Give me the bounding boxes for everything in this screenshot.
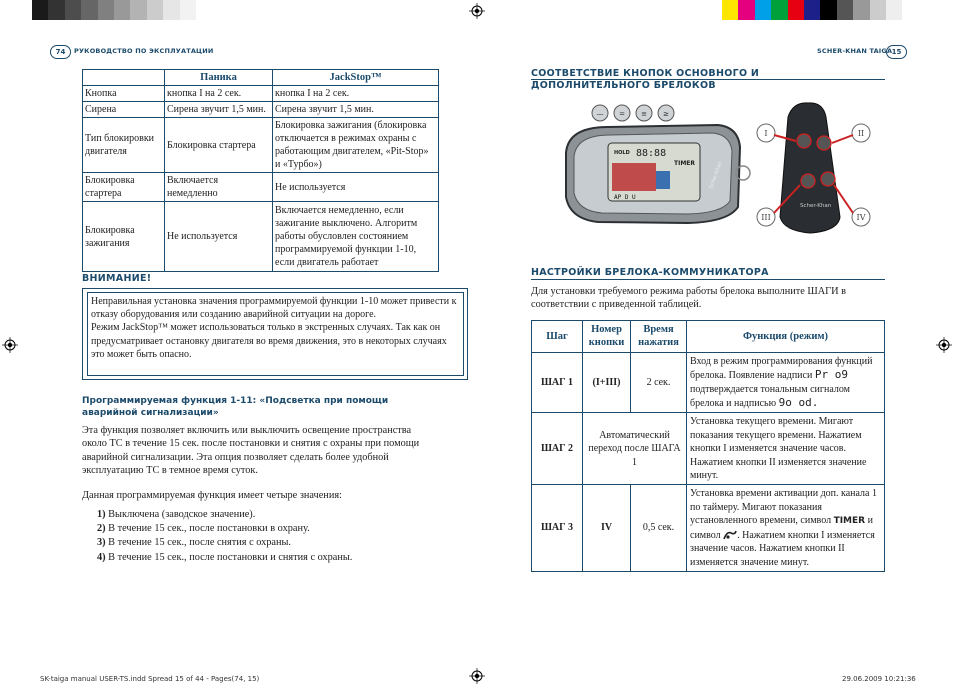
warning-box [82,288,468,380]
color-swatch [722,0,738,20]
warning-paragraph: Режим JackStop™ может использоваться только в экстренных случаях. Так как он предусматривает остановку двигателя во время движения, это в некоторых случаях это может быть опасно. [91,322,447,360]
timer-symbol-icon [723,530,737,540]
color-swatch [65,0,81,20]
aux-fob [780,103,840,233]
svg-text:II: II [857,129,865,138]
table-cell: Блокировка стартера [83,173,165,202]
table-header-time: Время нажатия [631,321,687,353]
svg-text:IV: IV [856,213,866,222]
color-swatch [48,0,64,20]
table-cell: Блокировка зажигания (блокировка отключается в режимах охраны с работающим двигателем, «Pit-Stop» и «Турбо») [273,118,439,173]
color-swatch [755,0,771,20]
table-cell: Сирена звучит 1,5 мин. [165,102,273,118]
table-cell: Не используется [273,173,439,202]
section1-rule [531,79,885,80]
color-swatch [98,0,114,20]
function-cell: Вход в режим программирования функций брелока. Появление надписи Pr o9 подтверждается тональным сигналом брелока и надписью 9o od. [687,352,885,413]
function-text: Эта функция позволяет включить или выключить освещение пространства около ТС в течение 15 сек. после постановки и снятия с охраны при помощи аварийной сигнализации. Эта опция позволяет сделать более удобной эксплуатацию ТС в темное время суток. [82,425,420,476]
svg-text:—: — [596,110,604,118]
table-cell: Включается немедленно, если зажигание выключено. Алгоритм работы обусловлен состоянием программируемой функции 1-10, если двигатель работает [273,202,439,272]
table-row [83,118,439,173]
step-cell: ШАГ 3 [532,485,583,571]
steps-table [531,320,885,572]
table-row [83,202,439,272]
color-swatch [804,0,820,20]
svg-text:III: III [761,213,771,222]
svg-text:TIMER: TIMER [674,160,696,167]
list-item: 2) В течение 15 сек., после постановки в охрану. [97,523,310,535]
table-cell: Тип блокировки двигателя [83,118,165,173]
footer-left: SK-taiga manual USER-TS.indd Spread 15 of 44 - Pages(74, 15) [40,675,260,683]
function-title: Программируемая функция 1-11: «Подсветка при помощи аварийной сигнализации» [82,396,389,418]
step-cell: ШАГ 1 [532,352,583,413]
table-header-function: Функция (режим) [687,321,885,353]
registration-mark-bottom [469,668,485,684]
values-list [97,508,437,565]
color-swatch [738,0,754,20]
color-swatch [32,0,48,20]
svg-text:I: I [764,129,768,138]
button-cell: Автоматический переход после ШАГА 1 [583,413,687,485]
main-fob-top-buttons [592,105,674,121]
table-cell: Блокировка стартера [165,118,273,173]
color-swatch [163,0,179,20]
right-header: SCHER-KHAN TAIGA [817,47,893,55]
time-cell: 0,5 сек. [631,485,687,571]
svg-text:≡: ≡ [641,110,647,118]
footer-right: 29.06.2009 10:21:36 [842,675,916,683]
section2-title: НАСТРОЙКИ БРЕЛОКА-КОММУНИКАТОРА [531,267,769,278]
registration-mark-top [469,3,485,19]
table-row [83,86,439,102]
svg-text:=: = [619,110,625,118]
color-swatch [820,0,836,20]
keyfob-figure [548,97,888,242]
table-cell: Не используется [165,202,273,272]
left-header: РУКОВОДСТВО ПО ЭКСПЛУАТАЦИИ [74,47,214,55]
button-cell: (I+III) [583,352,631,413]
section2-rule [531,279,885,280]
table-header-jackstop: JackStop™ [273,70,439,86]
color-swatch [180,0,196,20]
svg-text:AP D U: AP D U [614,194,636,201]
color-swatch [886,0,902,20]
registration-mark-left [2,337,18,353]
section2-intro: Для установки требуемого режима работы брелока выполните ШАГИ в соответствии с приведенной таблицей. [531,286,847,311]
table-row [532,352,885,413]
color-swatch [81,0,97,20]
svg-text:≥: ≥ [663,110,669,118]
table-row [83,102,439,118]
table-header-panic: Паника [165,70,273,86]
table-header-empty [83,70,165,86]
warning-title: ВНИМАНИЕ! [82,273,152,284]
values-intro: Данная программируемая функция имеет четыре значения: [82,490,342,501]
list-item: 3) В течение 15 сек., после снятия с охраны. [97,537,292,549]
table-cell: Сирена [83,102,165,118]
table-header-step: Шаг [532,321,583,353]
color-swatch [837,0,853,20]
table-header-button: Номер кнопки [583,321,631,353]
button-cell: IV [583,485,631,571]
color-swatch [870,0,886,20]
table-row [532,485,885,571]
table-header-row [532,321,885,353]
color-swatch [771,0,787,20]
section1-title: СООТВЕТСТВИЕ КНОПОК ОСНОВНОГО И ДОПОЛНИТЕЛЬНОГО БРЕЛОКОВ [531,68,760,91]
right-page-number: 15 [886,45,907,59]
panic-jackstop-table [82,69,439,272]
table-cell: Кнопка [83,86,165,102]
function-cell: Установка времени активации доп. канала 1 по таймеру. Мигают показания установленного времени, символ TIMER и символ . Нажатием кнопки I изменяется значение часов. Нажатием кнопки II изменяется значение минут. [687,485,885,571]
step-cell: ШАГ 2 [532,413,583,485]
grayscale-color-bar [32,0,212,20]
color-swatch [130,0,146,20]
table-cell: кнопка I на 2 сек. [273,86,439,102]
table-row [532,413,885,485]
svg-text:HOLD: HOLD [614,150,630,156]
color-swatch [902,0,918,20]
list-item: 4) В течение 15 сек., после постановки и снятия с охраны. [97,551,353,563]
registration-mark-right [936,337,952,353]
svg-text:88:88: 88:88 [636,148,667,159]
time-cell: 2 сек. [631,352,687,413]
color-swatch [853,0,869,20]
table-cell: кнопка I на 2 сек. [165,86,273,102]
left-page-number: 74 [50,45,71,59]
table-header-row [83,70,439,86]
svg-text:Scher-Khan: Scher-Khan [800,203,832,209]
table-cell: Сирена звучит 1,5 мин. [273,102,439,118]
color-swatch [788,0,804,20]
function-cell: Установка текущего времени. Мигают показания текущего времени. Нажатием кнопки I изменяется значение часов. Нажатием кнопки II изменяется значение минут. [687,413,885,485]
cmyk-color-bar [722,0,919,20]
table-cell: Включается немедленно [165,173,273,202]
list-item: 1) Выключена (заводское значение). [97,509,256,520]
color-swatch [114,0,130,20]
table-row [83,173,439,202]
table-cell: Блокировка зажигания [83,202,165,272]
svg-text:Scher-Khan: Scher-Khan [708,160,724,190]
color-swatch [147,0,163,20]
warning-paragraph: Неправильная установка значения программируемой функции 1-10 может привести к отказу оборудования или созданию аварийной ситуации на дороге. [91,296,457,321]
color-swatch [196,0,212,20]
